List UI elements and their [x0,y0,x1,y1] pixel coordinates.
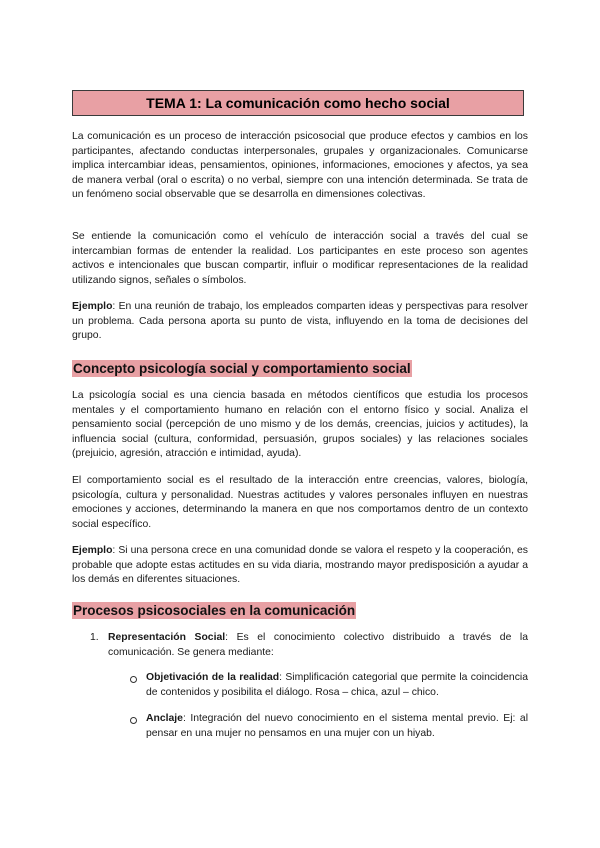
item-text: : Es el conocimiento colectivo distribuido a través de la comunicación. Se genera mediante: [108,632,528,658]
section-heading-procesos: Procesos psicosociales en la comunicación [73,603,356,618]
sub-item-text: : Integración del nuevo conocimiento en el sistema mental previo. Ej: al pensar en una mujer no pensamos en una mujer con un hiyab. [146,713,528,739]
item-label: Representación Social [108,632,226,643]
example-text: : Si una persona crece en una comunidad donde se valora el respeto y la cooperación, es probable que adopte estas actitudes en su vida diaria, mostrando mayor predisposición a ayudar a los demás en diferentes situaciones. [72,545,528,586]
intro-example [72,300,528,344]
example-label: Ejemplo [72,301,113,312]
list-item-representacion [108,631,528,660]
example-label: Ejemplo [72,545,113,556]
sub-item-label: Objetivación de la realidad [146,672,280,683]
sub-item-anclaje [146,712,528,741]
section-heading-psicologia: Concepto psicología social y comportamiento social [73,361,411,376]
sub-item-text: : Simplificación categorial que permite la coincidencia de contenidos y posibilita el diálogo. Rosa – chica, azul – chico. [146,672,528,698]
sub-item-label: Anclaje [146,713,183,724]
section1-paragraph-2: El comportamiento social es el resultado de la interacción entre creencias, valores, biología, psicología, cultura y personalidad. Nuestras actitudes y valores personales influyen en nuestras emociones y acciones, determinando la manera en que nos comportamos dentro de un contexto social específico. [72,475,528,530]
sub-item-objetivacion [146,671,528,700]
intro-paragraph-2: Se entiende la comunicación como el vehículo de interacción social a través del cual se intercambian formas de entender la realidad. Los participantes en este proceso son agentes activos e intencionales que buscan compartir, influir o modificar representaciones de la realidad utilizando signos, señales o símbolos. [72,231,528,286]
page-title: TEMA 1: La comunicación como hecho social [72,90,524,116]
example-text: : En una reunión de trabajo, los empleados comparten ideas y perspectivas para resolver un problema. Cada persona aporta su punto de vista, influyendo en la toma de decisiones del grupo. [72,301,528,342]
section1-paragraph-1: La psicología social es una ciencia basada en métodos científicos que estudia los procesos mentales y el comportamiento humano en relación con el entorno físico y social. Analiza el pensamiento social (percepción de uno mismo y de los demás, creencias, juicios y actitudes), la influencia social (cultura, conformidad, persuasión, grupos sociales) y las relaciones sociales (prejuicio, agresión, atracción e intimidad, ayuda). [72,390,528,460]
list-item-number: 1. [90,632,99,643]
bullet-circle-icon [130,717,137,724]
intro-paragraph-1: La comunicación es un proceso de interacción psicosocial que produce efectos y cambios en los participantes, afectando conductas interpersonales, grupales y organizacionales. Comunicarse implica intercambiar ideas, pensamientos, opiniones, informaciones, emociones y afectos, ya sea de manera verbal (oral o escrita) o no verbal, siempre con una intención determinada. Se trata de un fenómeno social observable que se desarrolla en dimensiones colectivas. [72,131,528,201]
bullet-circle-icon [130,676,137,683]
section1-example [72,544,528,588]
